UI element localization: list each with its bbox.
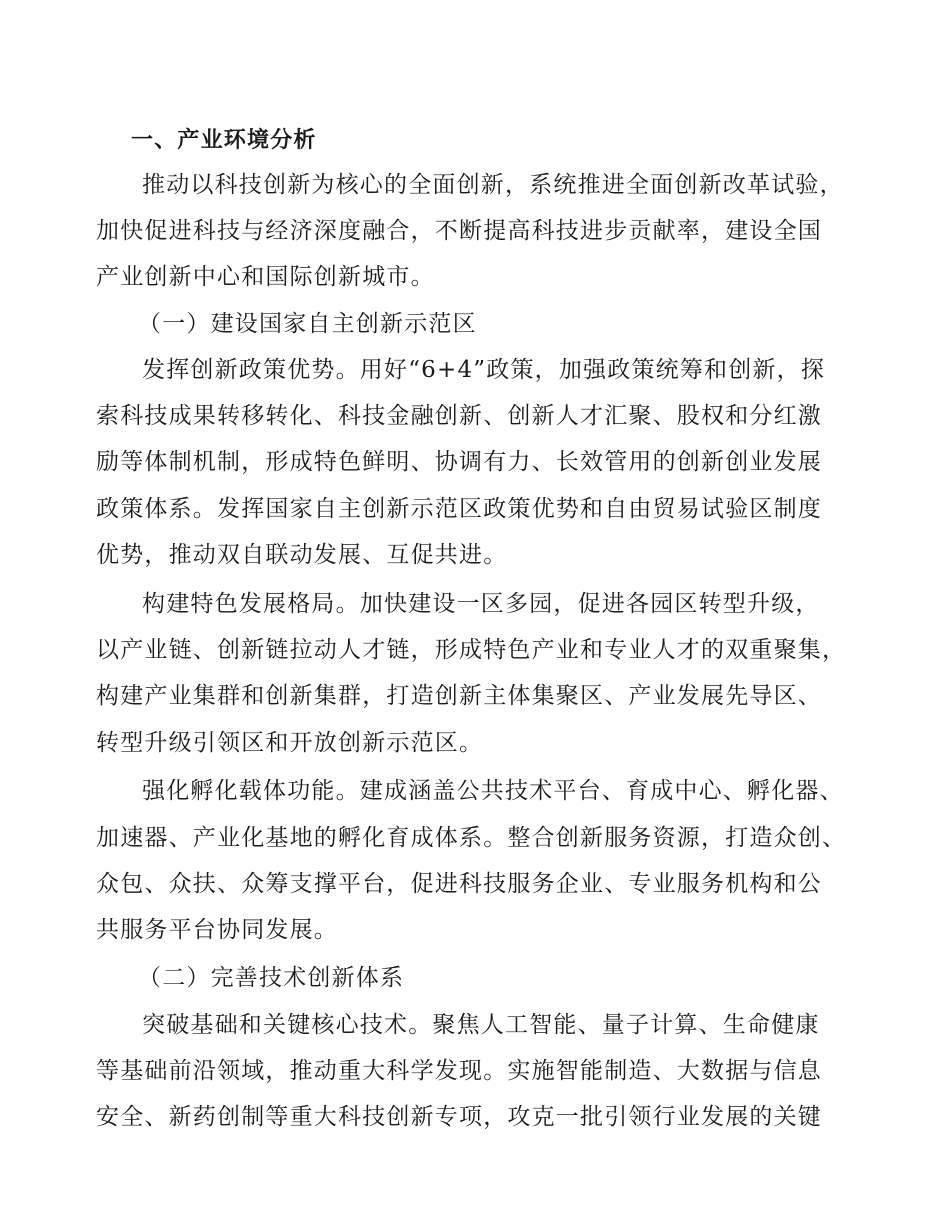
para3-line-1: 强化孵化载体功能。建成涵盖公共技术平台、育成中心、孵化器、 bbox=[142, 778, 844, 804]
para2-line-1: 构建特色发展格局。加快建设一区多园，促进各园区转型升级， bbox=[142, 591, 820, 617]
section-heading: 一、产业环境分析 bbox=[131, 128, 317, 153]
para2-line-2: 以产业链、创新链拉动人才链，形成特色产业和专业人才的双重聚集， bbox=[96, 637, 847, 663]
para4-line-1: 突破基础和关键核心技术。聚焦人工智能、量子计算、生命健康 bbox=[142, 1012, 820, 1038]
para3-line-3: 众包、众扶、众筹支撑平台，促进科技服务企业、专业服务机构和公 bbox=[96, 871, 822, 897]
para2-line-4: 转型升级引领区和开放创新示范区。 bbox=[96, 730, 484, 756]
para3-line-2: 加速器、产业化基地的孵化育成体系。整合创新服务资源，打造众创、 bbox=[96, 825, 847, 851]
para1-line-3: 励等体制机制，形成特色鲜明、协调有力、长效管用的创新创业发展 bbox=[96, 449, 822, 475]
para1-line-4: 政策体系。发挥国家自主创新示范区政策优势和自由贸易试验区制度 bbox=[96, 496, 822, 522]
para2-line-3: 构建产业集群和创新集群，打造创新主体集聚区、产业发展先导区、 bbox=[96, 683, 822, 709]
para1-line-5: 优势，推动双自联动发展、互促共进。 bbox=[96, 542, 508, 568]
subheading-2: （二）完善技术创新体系 bbox=[138, 965, 405, 991]
intro-line-3: 产业创新中心和国际创新城市。 bbox=[96, 264, 435, 290]
para4-line-3: 安全、新药创制等重大科技创新专项，攻克一批引领行业发展的关键 bbox=[96, 1104, 822, 1130]
para4-line-2: 等基础前沿领域，推动重大科学发现。实施智能制造、大数据与信息 bbox=[96, 1058, 822, 1084]
para1-line-2: 索科技成果转移转化、科技金融创新、创新人才汇聚、股权和分红激 bbox=[96, 403, 822, 429]
subheading-1: （一）建设国家自主创新示范区 bbox=[138, 311, 477, 337]
intro-line-2: 加快促进科技与经济深度融合，不断提高科技进步贡献率，建设全国 bbox=[96, 218, 822, 244]
para1-line-1: 发挥创新政策优势。用好“6+4”政策，加强政策统筹和创新，探 bbox=[142, 357, 826, 383]
intro-line-1: 推动以科技创新为核心的全面创新，系统推进全面创新改革试验， bbox=[142, 172, 844, 198]
para3-line-4: 共服务平台协同发展。 bbox=[96, 917, 338, 943]
